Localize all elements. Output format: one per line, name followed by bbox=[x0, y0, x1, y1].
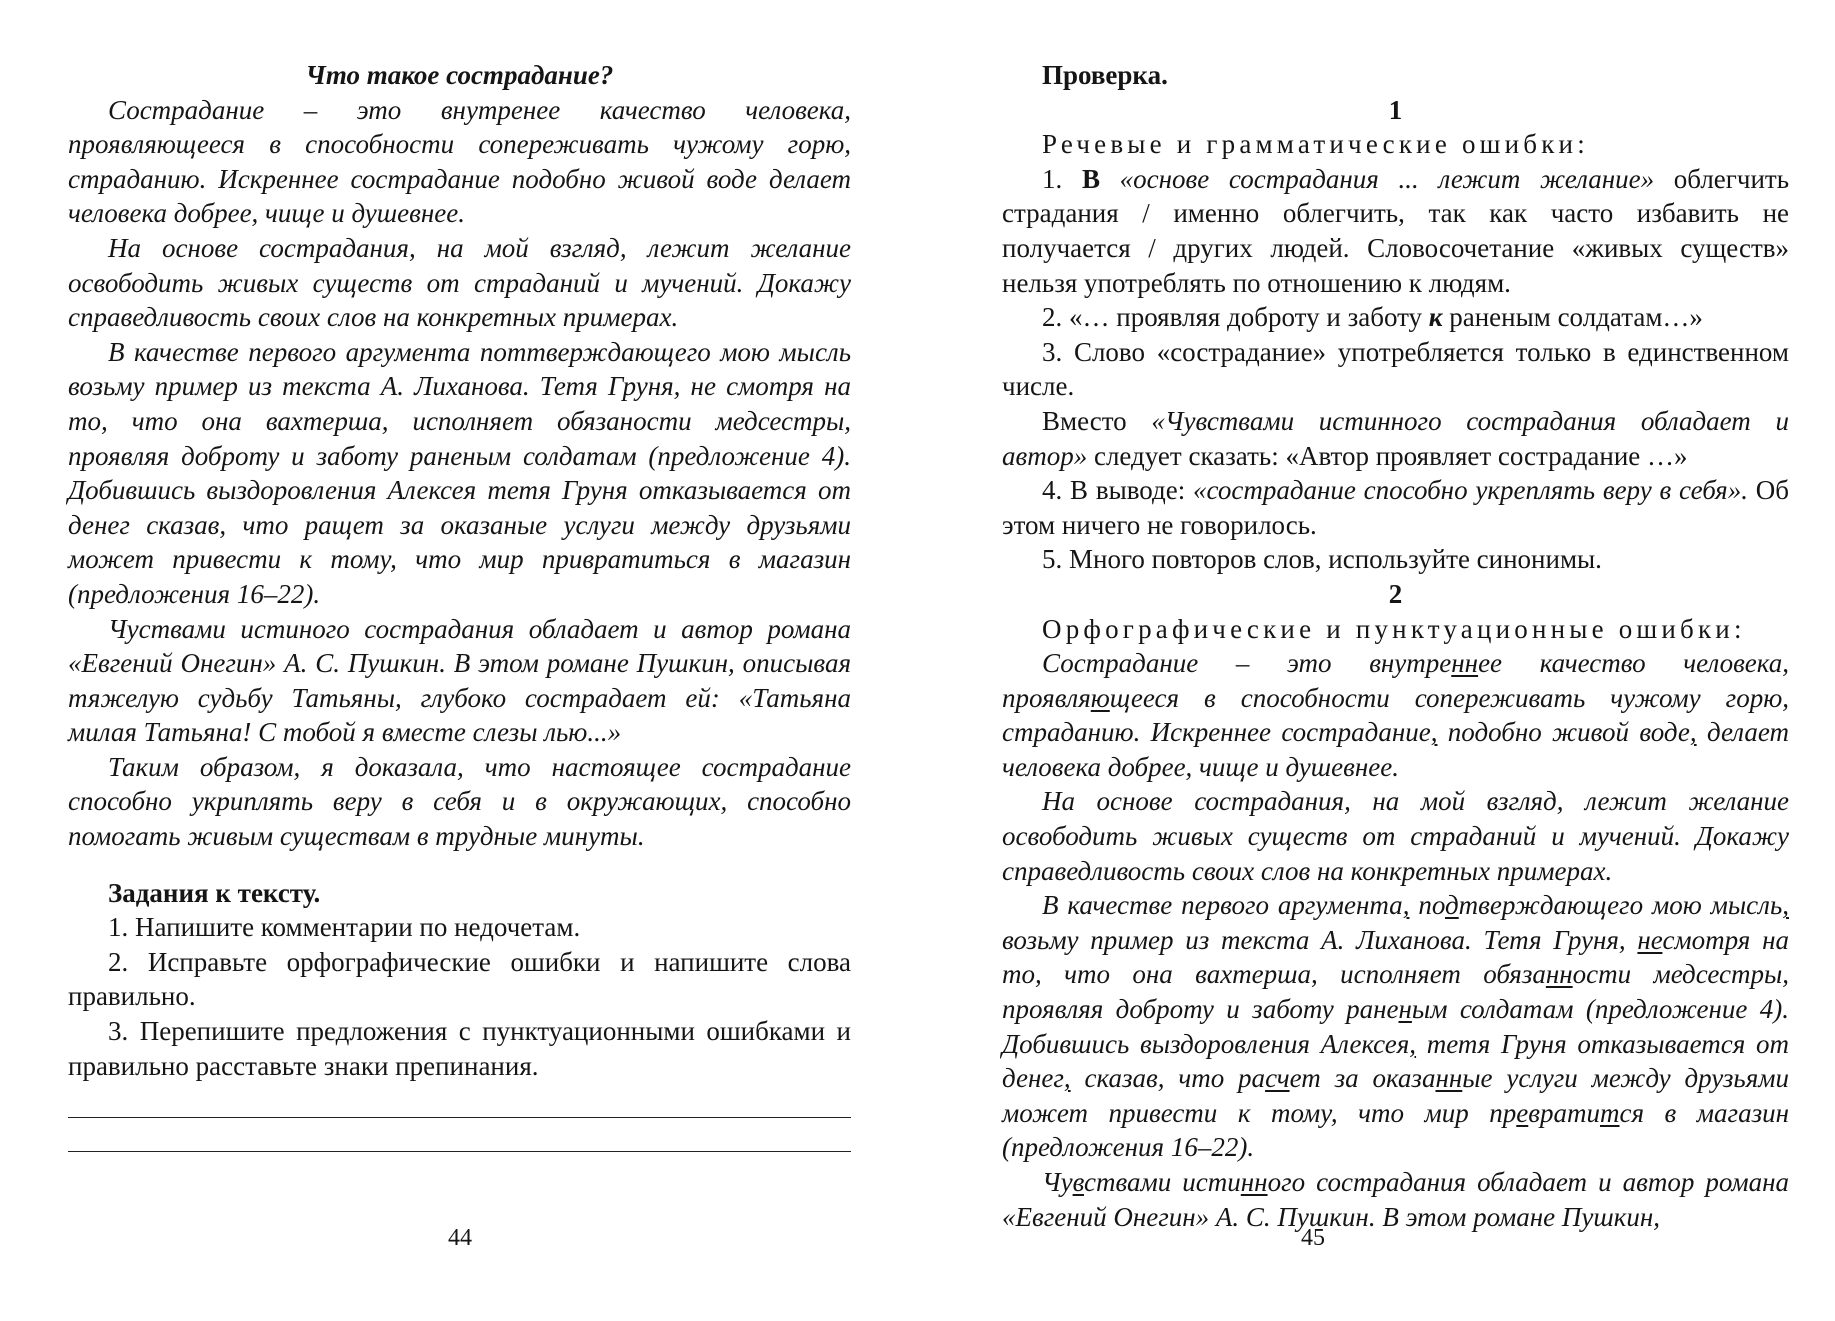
correction-mark: нн bbox=[1451, 648, 1479, 679]
task-item: 2. Исправьте орфографические ошибки и напишите слова правильно. bbox=[68, 946, 851, 1012]
corrected-paragraph: В качестве первого аргумента, подтверждающего мою мысль, возьму пример из текста А. Лиханова. Тетя Груня, несмотря на то, что она вахтерша, исполняет обязанности медсестры, проявляя доброту и заботу раненым солдатам (предложение 4). Добившись выздоровления Алексея, тетя Груня отказывается от денег, сказав, что расчет за оказанные услуги между друзьями может привести к тому, что мир превратится в магазин (предложения 16–22). bbox=[1002, 890, 1790, 1163]
speech-error-item bbox=[1002, 162, 1789, 300]
corrected-paragraph: Чувствами истинного сострадания обладает и автор романа «Евгений Онегин» А. С. Пушкин. В этом романе Пушкин, bbox=[1002, 1167, 1790, 1232]
item-text: следует сказать: «Автор проявляет сострадание …» bbox=[1087, 440, 1688, 471]
item-text: Вместо bbox=[1042, 405, 1152, 436]
item-bold: к bbox=[1428, 302, 1443, 333]
task-item: 3. Перепишите предложения с пунктуационными ошибками и правильно расставьте знаки препинания. bbox=[68, 1016, 851, 1081]
item-quote: «основе сострадания ... лежит желание» bbox=[1099, 163, 1655, 194]
correction-mark: н bbox=[1398, 994, 1412, 1025]
essay-paragraph: Чуствами истиного сострадания обладает и автор романа «Евгений Онегин» А. С. Пушкин. В этом романе Пушкин, описывая тяжелую судьбу Татьяны, глубоко сострадает ей: «Татьяна милая Татьяна! С тобой я вместе слезы лью...» bbox=[68, 613, 851, 748]
essay-paragraph: На основе сострадания, на мой взгляд, лежит желание освободить живых существ от страданий и мучений. Докажу справедливость своих слов на конкретных примерах. bbox=[68, 232, 851, 333]
correction-mark: в bbox=[1072, 1167, 1084, 1197]
essay-paragraph: В качестве первого аргумента поттверждающего мою мысль возьму пример из текста А. Лиханова. Тетя Груня, не смотря на то, что она вахтерша, исполняет обязаности медсестры, проявляя доброту и заботу раненым солдатам (предложение 4). Добившись выздоровления Алексея тетя Груня отказывается от денег сказав, что ращет за оказаные услуги между друзьями может привести к тому, что мир привратиться в магазин (предложения 16–22). bbox=[68, 336, 851, 609]
correction-mark: е bbox=[1516, 1097, 1529, 1128]
item-text: 2. «… проявляя доброту и заботу bbox=[1042, 302, 1429, 333]
correction-mark: д bbox=[1445, 890, 1459, 921]
correction-mark: нн bbox=[1435, 1063, 1463, 1094]
tasks-heading: Задания к тексту. bbox=[108, 877, 321, 908]
correction-mark: не bbox=[1637, 924, 1663, 955]
speech-error-item bbox=[1002, 404, 1789, 473]
speech-error-item: 3. Слово «сострадание» употребляется только в единственном числе. bbox=[1002, 336, 1789, 402]
correction-mark: нн bbox=[1545, 959, 1573, 990]
correction-mark: , bbox=[1409, 1028, 1417, 1059]
speech-error-item bbox=[1002, 473, 1789, 542]
item-text: раненым солдатам…» bbox=[1442, 302, 1703, 333]
speech-error-item: 5. Много повторов слов, используйте синонимы. bbox=[1042, 544, 1602, 575]
essay-title: Что такое сострадание? bbox=[305, 60, 614, 90]
item-text: облегчить страдания / именно облегчить, так как часто избавить не получается / других людей. Словосочетание «живых существ» нельзя употреблять по отношению к людям. bbox=[1002, 163, 1790, 298]
answer-line bbox=[68, 1117, 851, 1118]
item-bold: В bbox=[1081, 163, 1100, 194]
correction-mark: сч bbox=[1265, 1063, 1290, 1094]
speech-error-item bbox=[1002, 300, 1789, 335]
page-45 bbox=[918, 0, 1835, 1321]
page-number: 44 bbox=[448, 1225, 472, 1251]
section-number: 2 bbox=[1388, 578, 1403, 609]
correction-mark: ю bbox=[1090, 682, 1110, 713]
correction-mark: , bbox=[1402, 890, 1410, 921]
item-quote: «сострадание способно укреплять веру в себя». bbox=[1193, 475, 1748, 506]
item-text: 1. bbox=[1042, 163, 1082, 194]
essay-paragraph: Сострадание – это внутренее качество человека, проявляющееся в способности сопереживать чужому горю, страданию. Искреннее сострадание подобно живой воде делает человека добрее, чище и душевнее. bbox=[68, 94, 851, 229]
page-number: 45 bbox=[1301, 1225, 1325, 1251]
correction-mark: , bbox=[1430, 717, 1438, 748]
essay-paragraph: Таким образом, я доказала, что настоящее сострадание способно укриплять веру в себя и в окружающих, способно помогать живым существам в трудные минуты. bbox=[68, 751, 851, 852]
corrected-paragraph: На основе сострадания, на мой взгляд, лежит желание освободить живых существ от страданий и мучений. Докажу справедливость своих слов на конкретных примерах. bbox=[1002, 786, 1789, 886]
correction-mark: , bbox=[1782, 890, 1789, 921]
section-subtitle: Речевые и грамматические ошибки: bbox=[1042, 129, 1589, 160]
item-quote: «Чувствами истинного сострадания обладает и автор» bbox=[1002, 405, 1789, 471]
correction-mark: т bbox=[1599, 1097, 1620, 1128]
answer-line bbox=[68, 1151, 851, 1152]
check-heading: Проверка. bbox=[1042, 60, 1168, 90]
correction-mark: нн bbox=[1240, 1167, 1268, 1197]
item-text: 4. В выводе: bbox=[1042, 475, 1194, 506]
item-text: Об этом ничего не говорилось. bbox=[1002, 475, 1789, 540]
page-45-column bbox=[1002, 58, 1789, 1234]
correction-mark: , bbox=[1063, 1063, 1071, 1094]
page-44-column bbox=[68, 58, 851, 1152]
corrected-paragraph: Сострадание – это внутреннее качество человека, проявляющееся в способности сопереживать чужому горю, страданию. Искреннее сострадание, подобно живой воде, делает человека добрее, чище и душевнее. bbox=[1002, 648, 1789, 782]
section-subtitle: Орфографические и пунктуационные ошибки: bbox=[1042, 613, 1746, 644]
correction-mark: , bbox=[1689, 717, 1697, 748]
task-item: 1. Напишите комментарии по недочетам. bbox=[108, 912, 581, 943]
section-number: 1 bbox=[1388, 94, 1403, 125]
